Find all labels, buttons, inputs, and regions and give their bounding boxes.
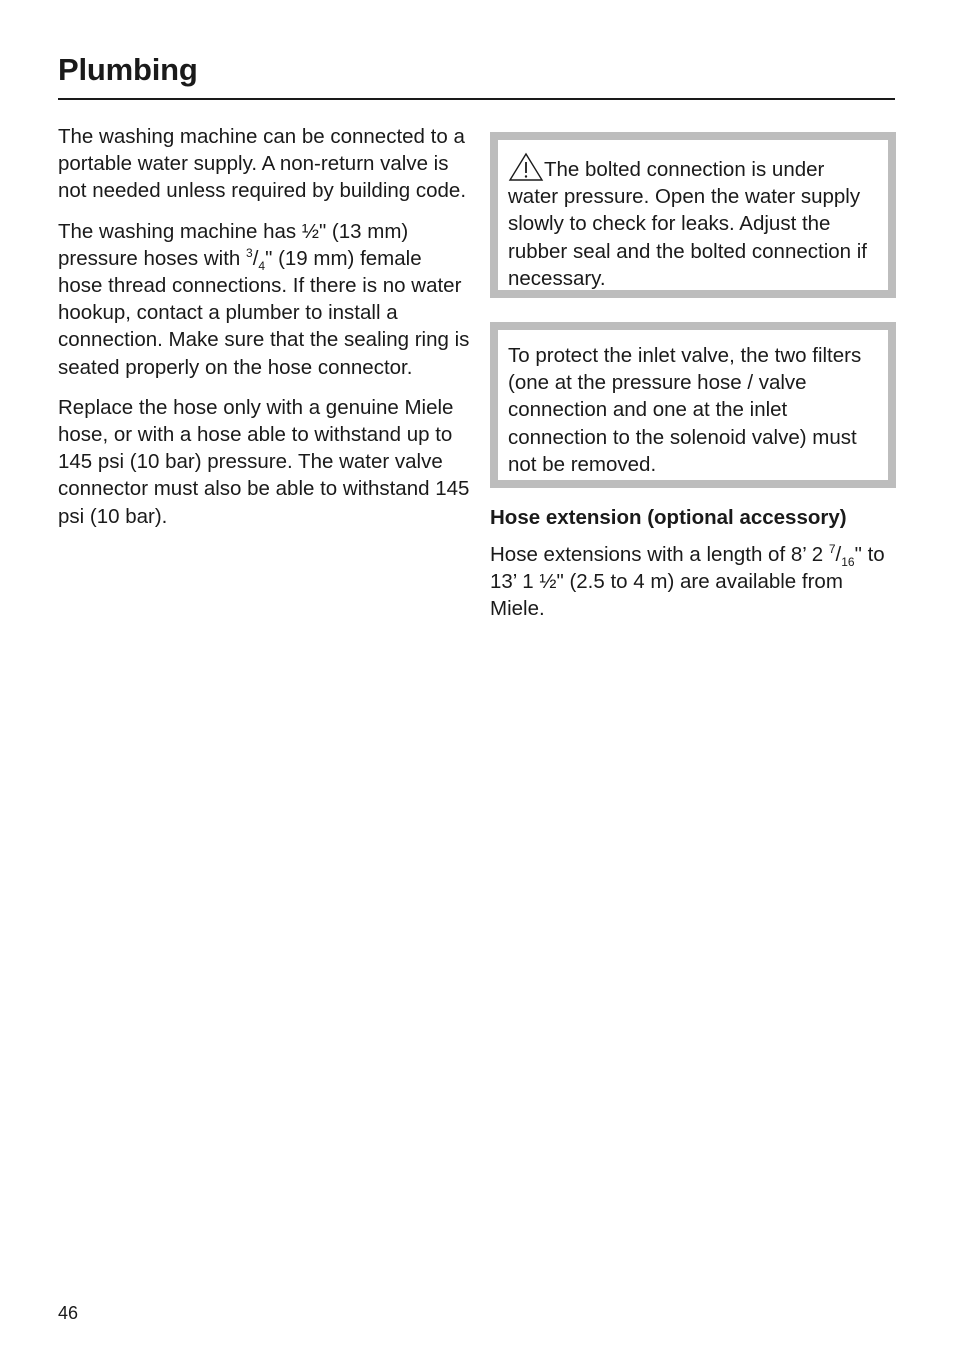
fraction-denominator: 4: [258, 258, 266, 273]
hose-extension-paragraph: [490, 541, 896, 623]
fraction-slash: /: [252, 246, 259, 270]
replace-hose-paragraph: Replace the hose only with a genuine Miele hose, or with a hose able to withstand up to 145 psi (10 bar) pressure. The water valve connector must also be able to withstand 145 psi (10 bar).: [58, 395, 470, 528]
left-column: [58, 123, 470, 543]
extension-fraction-denominator: 16: [841, 555, 855, 570]
warning-text: The bolted connection is under water pressure. Open the water supply slowly to check for leaks. Adjust the rubber seal and the bolted connection if necessary.: [508, 158, 868, 290]
page-title: Plumbing: [58, 52, 198, 87]
info-box: [490, 322, 896, 488]
hose-extension-heading: Hose extension (optional accessory): [490, 506, 847, 529]
hose-paragraph: [58, 218, 470, 381]
title-rule: [58, 98, 895, 100]
hose-paragraph-part1: The washing machine has ½" (13 mm) pressure hoses with: [58, 219, 409, 270]
right-column: [490, 132, 896, 636]
warning-triangle-icon: [508, 152, 544, 182]
extension-part2: " to 13’ 1 ½" (2.5 to 4 m) are available from Miele.: [490, 543, 885, 621]
extension-fraction-slash: /: [835, 543, 842, 566]
intro-paragraph: The washing machine can be connected to a portable water supply. A non-return valve is not needed unless required by building code.: [58, 125, 467, 203]
page-number: 46: [58, 1303, 79, 1323]
hose-paragraph-part2: " (19 mm) female hose thread connections. If there is no water hookup, contact a plumber to install a connection. Make sure that the sealing ring is seated properly on the hose connector.: [58, 246, 470, 379]
fraction-numerator: 3: [246, 245, 253, 260]
extension-fraction-numerator: 7: [828, 542, 836, 557]
info-text: To protect the inlet valve, the two filters (one at the pressure hose / valve connection and one at the inlet connection to the solenoid valve) must not be removed.: [508, 344, 862, 476]
warning-box: [490, 132, 896, 298]
extension-part1: Hose extensions with a length of 8’ 2: [490, 543, 829, 566]
